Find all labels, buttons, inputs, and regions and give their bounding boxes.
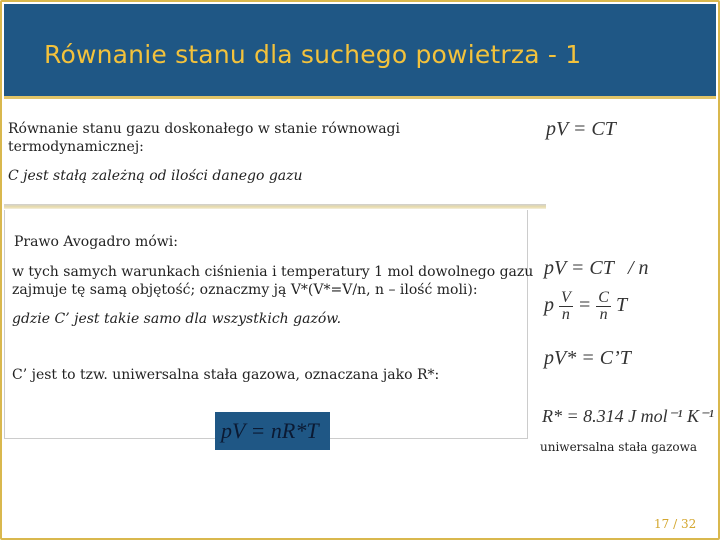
avogadro-line4: C’ jest to tzw. uniwersalna stała gazowa, oznaczana jako R*: bbox=[12, 367, 440, 383]
avogadro-line1: w tych samych warunkach ciśnienia i temperatury 1 mol dowolnego gazu bbox=[12, 264, 534, 280]
equation-avogadro-1: pV = CT bbox=[544, 257, 614, 279]
block1-line3: C jest stałą zależną od ilości danego gazu bbox=[8, 168, 303, 184]
eq2-den-right: n bbox=[599, 306, 608, 323]
eq2-p: p bbox=[544, 294, 554, 317]
equation-divide-note: / n bbox=[628, 257, 649, 279]
eq2-num-right: C bbox=[598, 289, 609, 306]
eq2-t: T bbox=[615, 294, 628, 317]
block1-line2: termodynamicznej: bbox=[8, 139, 144, 155]
eq2-equals: = bbox=[577, 294, 592, 317]
page-number: 17 / 32 bbox=[654, 517, 697, 531]
boxed-equation bbox=[215, 412, 330, 450]
equation-pv-ct: pV = CT bbox=[546, 118, 616, 140]
avogadro-heading: Prawo Avogadro mówi: bbox=[14, 234, 178, 250]
eq2-frac-left bbox=[559, 290, 573, 323]
title-underline bbox=[4, 96, 716, 99]
boxed-equation-text: pV = nR*T bbox=[221, 418, 319, 443]
block1-line1: Równanie stanu gazu doskonałego w stanie równowagi bbox=[8, 121, 400, 137]
equation-gas-constant: R* = 8.314 J mol⁻¹ K⁻¹ bbox=[542, 406, 714, 426]
section-divider bbox=[4, 204, 546, 209]
equation-fraction bbox=[544, 290, 627, 323]
avogadro-line2: zajmuje tę samą objętość; oznaczmy ją V*(V*=V/n, n – ilość moli): bbox=[12, 282, 478, 298]
avogadro-line3: gdzie C’ jest takie samo dla wszystkich gazów. bbox=[12, 311, 342, 327]
eq2-den-left: n bbox=[561, 306, 570, 323]
equation-molar: pV* = C’T bbox=[544, 347, 631, 369]
eq2-frac-right bbox=[596, 290, 611, 323]
eq2-num-left: V bbox=[561, 289, 571, 306]
gas-constant-label: uniwersalna stała gazowa bbox=[540, 440, 698, 454]
slide-title: Równanie stanu dla suchego powietrza - 1 bbox=[44, 40, 582, 69]
